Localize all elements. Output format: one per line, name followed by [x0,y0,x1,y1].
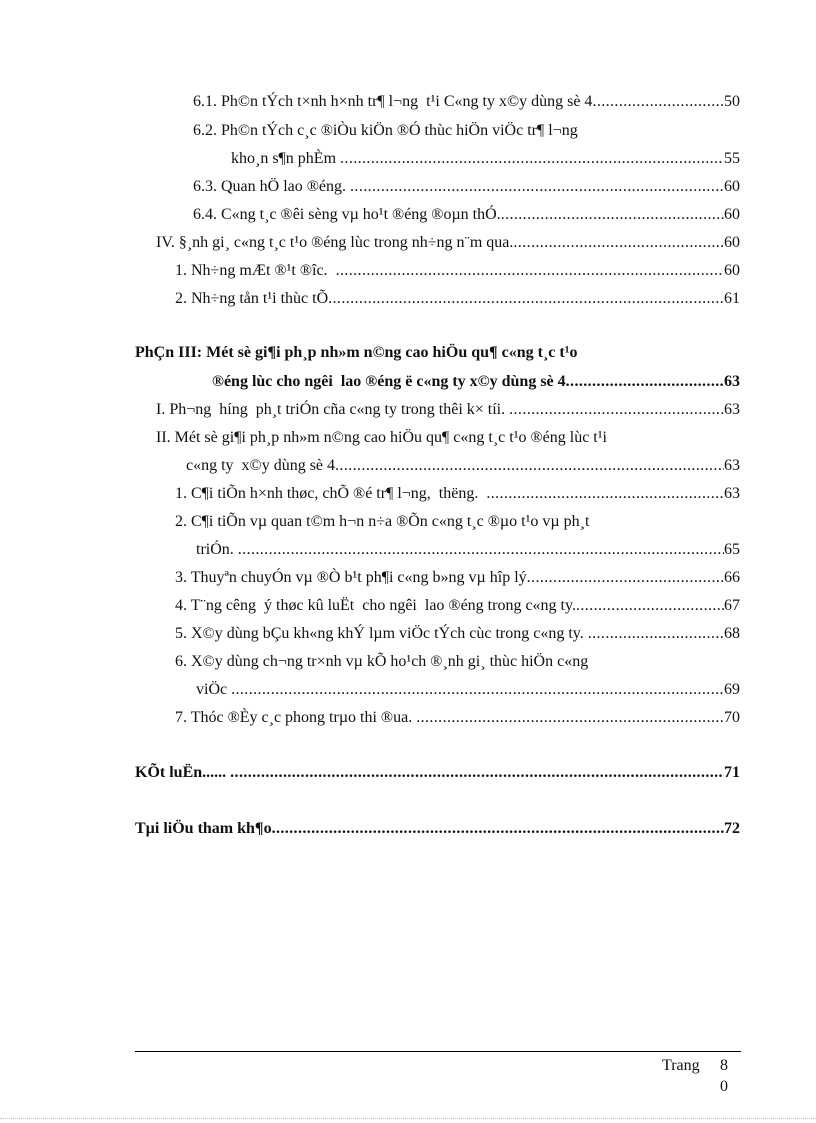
toc-entry-text: I. Ph¬ng híng ph¸t triÓn cña c«ng ty trong thêi k× tíi. [156,401,510,418]
toc-page-number: 60 [724,234,740,251]
toc-entry [175,708,740,728]
toc-entry [186,456,740,476]
toc-page-number: 66 [724,569,740,586]
toc-entry [135,819,740,839]
toc-page-number: 72 [724,820,740,837]
toc-entry-text: 1. C¶i tiÕn h×nh thøc, chÕ ®é tr¶ l¬ng, thëng. [175,485,487,502]
toc-entry [175,596,740,616]
toc-entry-text: II. Mét sè gi¶i ph¸p nh»m n©ng cao hiÖu qu¶ c«ng t¸c t¹o ®éng lùc t¹i [156,429,607,446]
toc-leader [592,92,724,112]
toc-page-number: 70 [724,709,740,726]
toc-leader [501,205,724,225]
toc-page-number: 63 [724,373,740,390]
toc-entry-text: 2. Nh÷ng tån t¹i thùc tÕ [175,290,329,307]
toc-entry [135,763,740,783]
toc-entry [193,92,740,112]
toc-page-number: 50 [724,93,740,110]
toc-entry-text: 6. X©y dùng ch¬ng tr×nh vµ kÕ ho¹ch ®¸nh gi¸ thùc hiÖn c«ng [175,653,589,670]
toc-page-number: 63 [724,457,740,474]
toc-entry-text: 6.3. Quan hÖ lao ®éng. [193,178,351,195]
toc-entry-text: IV. §¸nh gi¸ c«ng t¸c t¹o ®éng lùc trong nh÷ng n¨m qua. [156,234,514,251]
toc-page-number: 60 [724,262,740,279]
toc-leader [328,289,724,309]
footer-divider [135,1051,741,1052]
toc-leader [231,680,724,700]
toc-entry-text: Tµi liÖu tham kh¶o [135,820,272,837]
toc-leader [416,708,724,728]
toc-leader [527,568,724,588]
toc-page-number: 65 [724,541,740,558]
toc-leader [350,177,724,197]
toc-entry-text: 6.1. Ph©n tÝch t×nh h×nh tr¶ l¬ng t¹i C«ng ty x©y dùng sè 4 [193,93,593,110]
toc-leader [509,400,724,420]
toc-entry-text: 1. Nh÷ng mÆt ®¹t ®îc. [175,262,336,279]
toc-entry [212,372,740,392]
toc-leader [513,233,724,253]
toc-entry-text: ®éng lùc cho ngêi lao ®éng ë c«ng ty x©y dùng sè 4 [212,373,566,390]
footer-page-number-first-digit: 8 [720,1057,728,1074]
toc-entry [231,149,740,169]
toc-entry [175,289,740,309]
toc-page-number: 69 [724,681,740,698]
toc-entry [196,680,740,700]
toc-entry-text: 5. X©y dùng bÇu kh«ng khÝ lµm viÖc tÝch cùc trong c«ng ty. [175,625,588,642]
toc-entry-text: 3. Thuyªn chuyÓn vµ ®Ò b¹t ph¶i c«ng b»ng vµ hîp lý [175,569,527,586]
toc-entry-text: 2. C¶i tiÕn vµ quan t©m h¬n n÷a ®Õn c«ng t¸c ®µo t¹o vµ ph¸t [175,513,590,530]
toc-page-number: 60 [724,206,740,223]
toc-entry-text: 6.4. C«ng t¸c ®êi sèng vµ ho¹t ®éng ®oµn thÓ. [193,206,501,223]
toc-leader [230,763,724,783]
toc-entry-text: triÓn. [196,541,238,558]
toc-entry [196,540,740,560]
toc-leader [576,596,724,616]
page-edge [0,1118,816,1119]
toc-entry [175,624,740,644]
toc-page-number: 55 [724,150,740,167]
toc-leader [335,456,724,476]
toc-leader [588,624,724,644]
toc-entry-text: 7. Thóc ®Èy c¸c phong trµo thi ®ua. [175,709,417,726]
toc-part-heading: PhÇn III: Mét sè gi¶i ph¸p nh»m n©ng cao hiÖu qu¶ c«ng t¸c t¹o [135,344,578,361]
toc-page-number: 60 [724,178,740,195]
toc-page-number: 71 [724,764,740,781]
toc-entry [175,261,740,281]
toc-entry-text: KÕt luËn...... [135,764,231,781]
footer-page-label: Trang [662,1057,700,1074]
toc-leader [272,819,724,839]
toc-page-number: 67 [724,597,740,614]
toc-entry-text: kho¸n s¶n phÈm [231,150,341,167]
toc-entry-text: viÖc [196,681,232,698]
toc-page-number: 61 [724,290,740,307]
toc-entry [193,205,740,225]
toc-entry [175,568,740,588]
toc-leader [340,149,724,169]
toc-entry [175,484,740,504]
toc-leader [486,484,724,504]
toc-entry-text: 6.2. Ph©n tÝch c¸c ®iÒu kiÖn ®Ó thùc hiÖn viÖc tr¶ l¬ng [193,122,578,139]
toc-page-number: 68 [724,625,740,642]
toc-entry [156,233,740,253]
toc-entry [193,177,740,197]
toc-leader [238,540,724,560]
toc-page-number: 63 [724,401,740,418]
toc-leader [336,261,724,281]
footer-page-number-second-digit: 0 [720,1078,728,1095]
toc-entry-text: 4. T¨ng cêng ý thøc kû luËt cho ngêi lao ®éng trong c«ng ty. [175,597,576,614]
toc-entry-text: c«ng ty x©y dùng sè 4 [186,457,336,474]
toc-page-number: 63 [724,485,740,502]
toc-entry [156,400,740,420]
toc-leader [566,372,724,392]
